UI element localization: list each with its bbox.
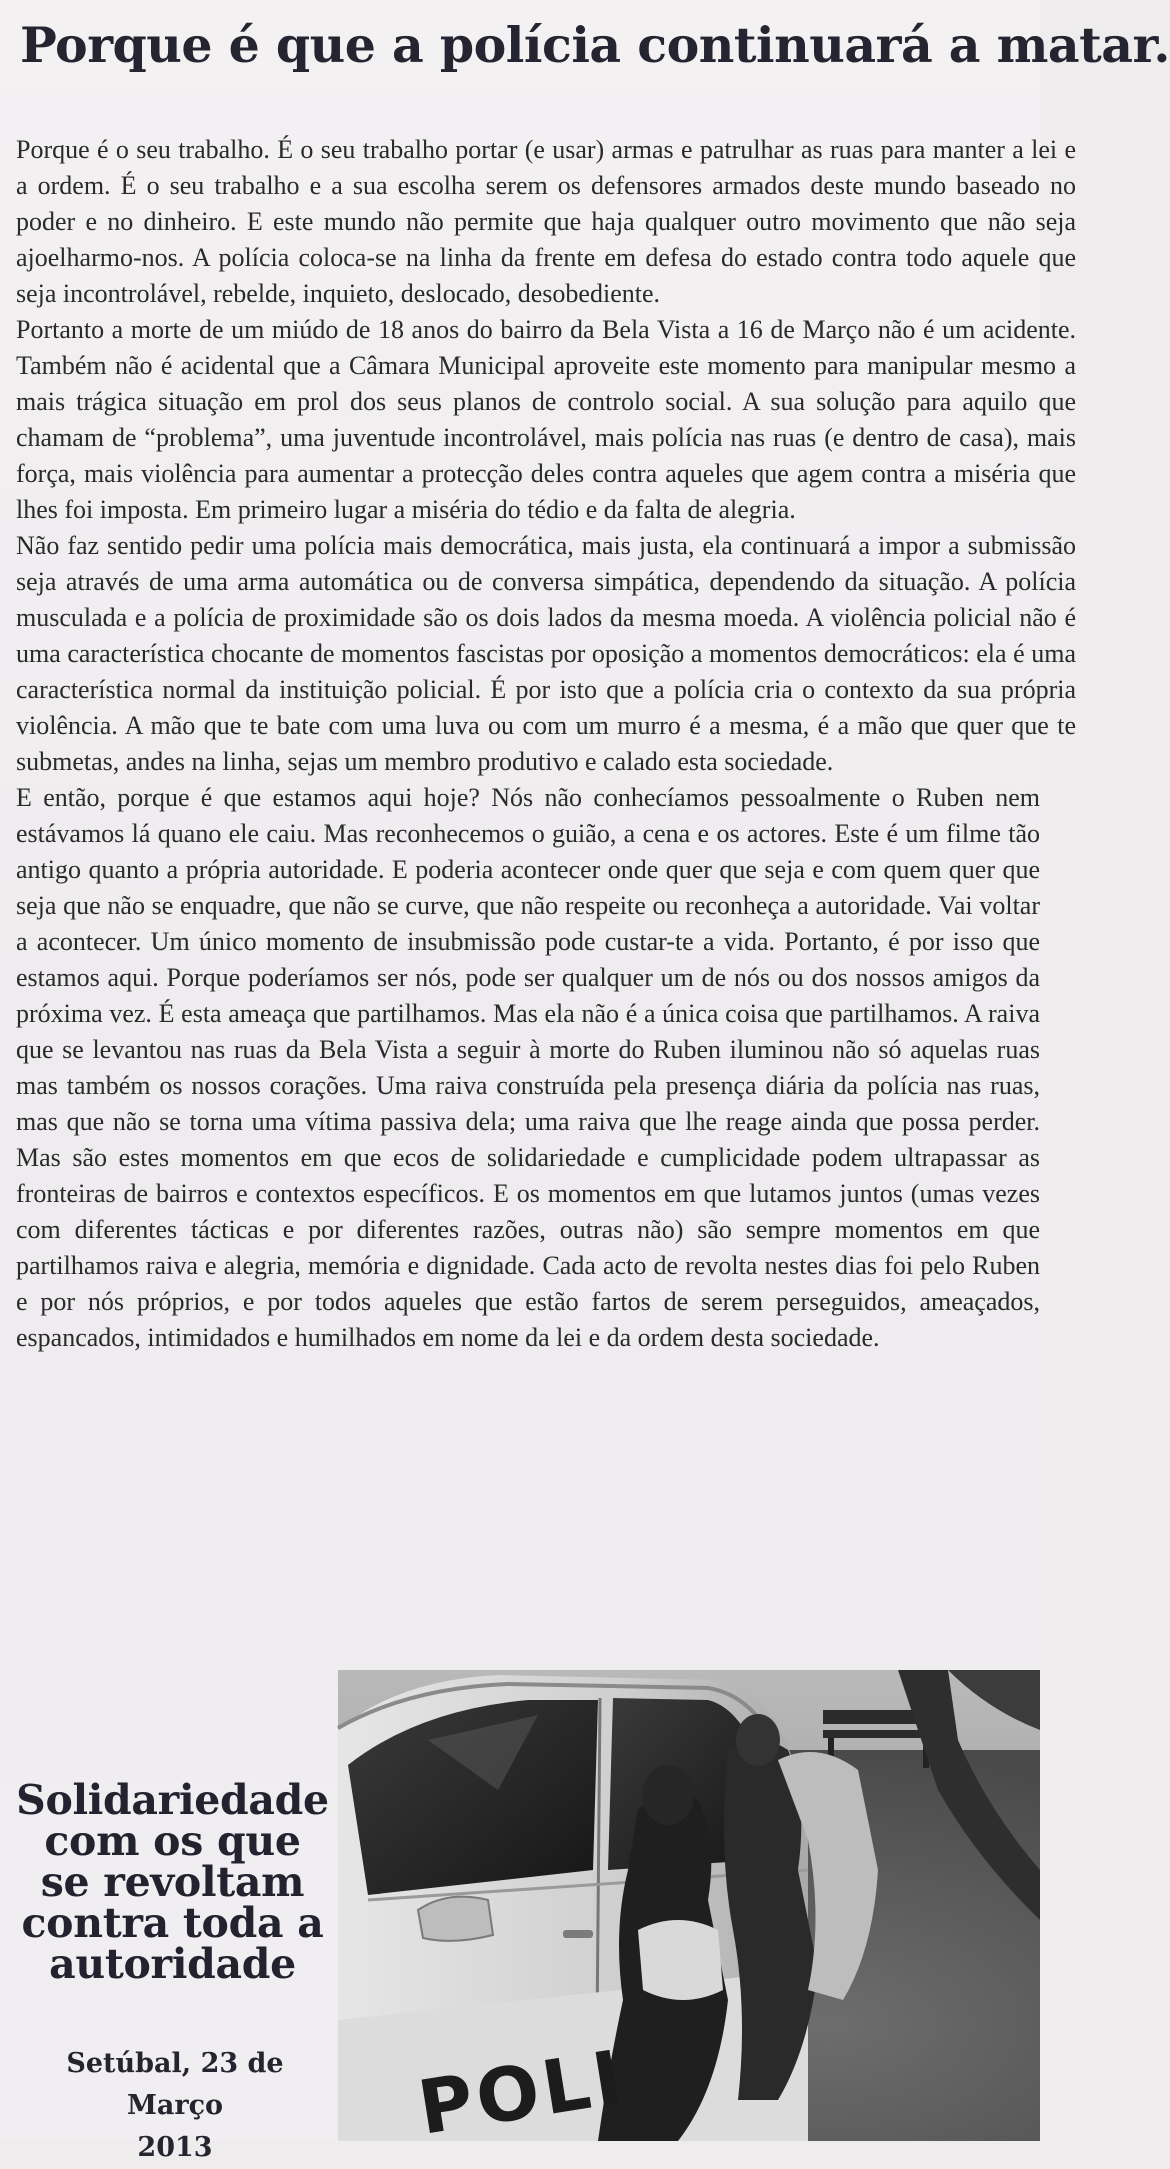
article-paragraph: Não faz sentido pedir uma polícia mais democrática, mais justa, ela continuará a impor a submissão seja através de uma arma automática ou de conversa simpática, dependendo da situação. A polícia musculada e a polícia de proximidade são os dois lados da mesma moeda. A violência policial não é uma característica chocante de momentos fascistas por oposição a momentos democráticos: ela é uma característica normal da instituição policial. É por isto que a polícia cria o contexto da sua própria violência. A mão que te bate com uma luva ou com um murro é a mesma, é a mão que quer que te submetas, andes na linha, sejas um membro produtivo e calado esta sociedade. [16,531,1076,776]
article-paragraph: E então, porque é que estamos aqui hoje? Nós não conhecíamos pessoalmente o Ruben nem estávamos lá quano ele caiu. Mas reconhecemos o guião, a cena e os actores. Este é um filme tão antigo quanto a própria autoridade. E poderia acontecer onde quer que seja e com quem quer que seja que não se enquadre, que não se curve, que não respeite ou reconheça a autoridade. Vai voltar a acontecer. Um único momento de insubmissão pode custar-te a vida. Portanto, é por isso que estamos aqui. Porque poderíamos ser nós, pode ser qualquer um de nós ou dos nossos amigos da próxima vez. É esta ameaça que partilhamos. Mas ela não é a única coisa que partilhamos. A raiva que se levantou nas ruas da Bela Vista a seguir à morte do Ruben iluminou não só aquelas ruas mas também os nossos corações. Uma raiva construída pela presença diária da polícia nas ruas, mas que não se torna uma vítima passiva dela; uma raiva que lhe reage ainda que possa perder. Mas são estes momentos em que ecos de solidariedade e cumplicidade podem ultrapassar as fronteiras de bairros e contextos específicos. E os momentos em que lutamos juntos (umas vezes com diferentes tácticas e por diferentes razões, outras não) são sempre momentos em que partilhamos raiva e alegria, memória e dignidade. Cada acto de revolta nestes dias foi pelo Ruben e por nós próprios, e por todos aqueles que estão fartos de serem perseguidos, ameaçados, espancados, intimidados e humilhados em nome da lei e da ordem desta sociedade. [16,783,1040,1352]
place-date-line: Setúbal, 23 de Março [66,2048,284,2121]
slogan [10,1776,335,1988]
article-paragraph: Porque é o seu trabalho. É o seu trabalho portar (e usar) armas e patrulhar as ruas para manter a lei e a ordem. É o seu trabalho e a sua escolha serem os defensores armados deste mundo baseado no poder e no dinheiro. E este mundo não permite que haja qualquer outro movimento que não seja ajoelharmo-nos. A polícia coloca-se na linha da frente em defesa do estado contra todo aquele que seja incontrolável, rebelde, inquieto, deslocado, desobediente. [16,135,1076,308]
article-body [16,132,1076,1356]
place-date [20,2043,330,2169]
police-car-photo [338,1670,1040,2152]
car-door-text: POLI [412,2034,632,2152]
year: 2013 [137,2132,213,2163]
article-paragraph: Portanto a morte de um miúdo de 18 anos do bairro da Bela Vista a 16 de Março não é um acidente. Também não é acidental que a Câmara Municipal aproveite este momento para manipular mesmo a mais trágica situação em prol dos seus planos de controlo social. A sua solução para aquilo que chamam de “problema”, uma juventude incontrolável, mais polícia nas ruas (e dentro de casa), mais força, mais violência para aumentar a protecção deles contra aqueles que agem contra a miséria que lhes foi imposta. Em primeiro lugar a miséria do tédio e da falta de alegria. [16,315,1076,524]
slogan-line: se revoltam [40,1858,305,1906]
slogan-line: contra toda a [21,1899,324,1947]
slogan-line: Solidariedade [16,1776,329,1824]
slogan-line: autoridade [49,1940,296,1988]
slogan-line: com os que [44,1817,301,1865]
headline: Porque é que a polícia continuará a matar. [20,16,1170,74]
